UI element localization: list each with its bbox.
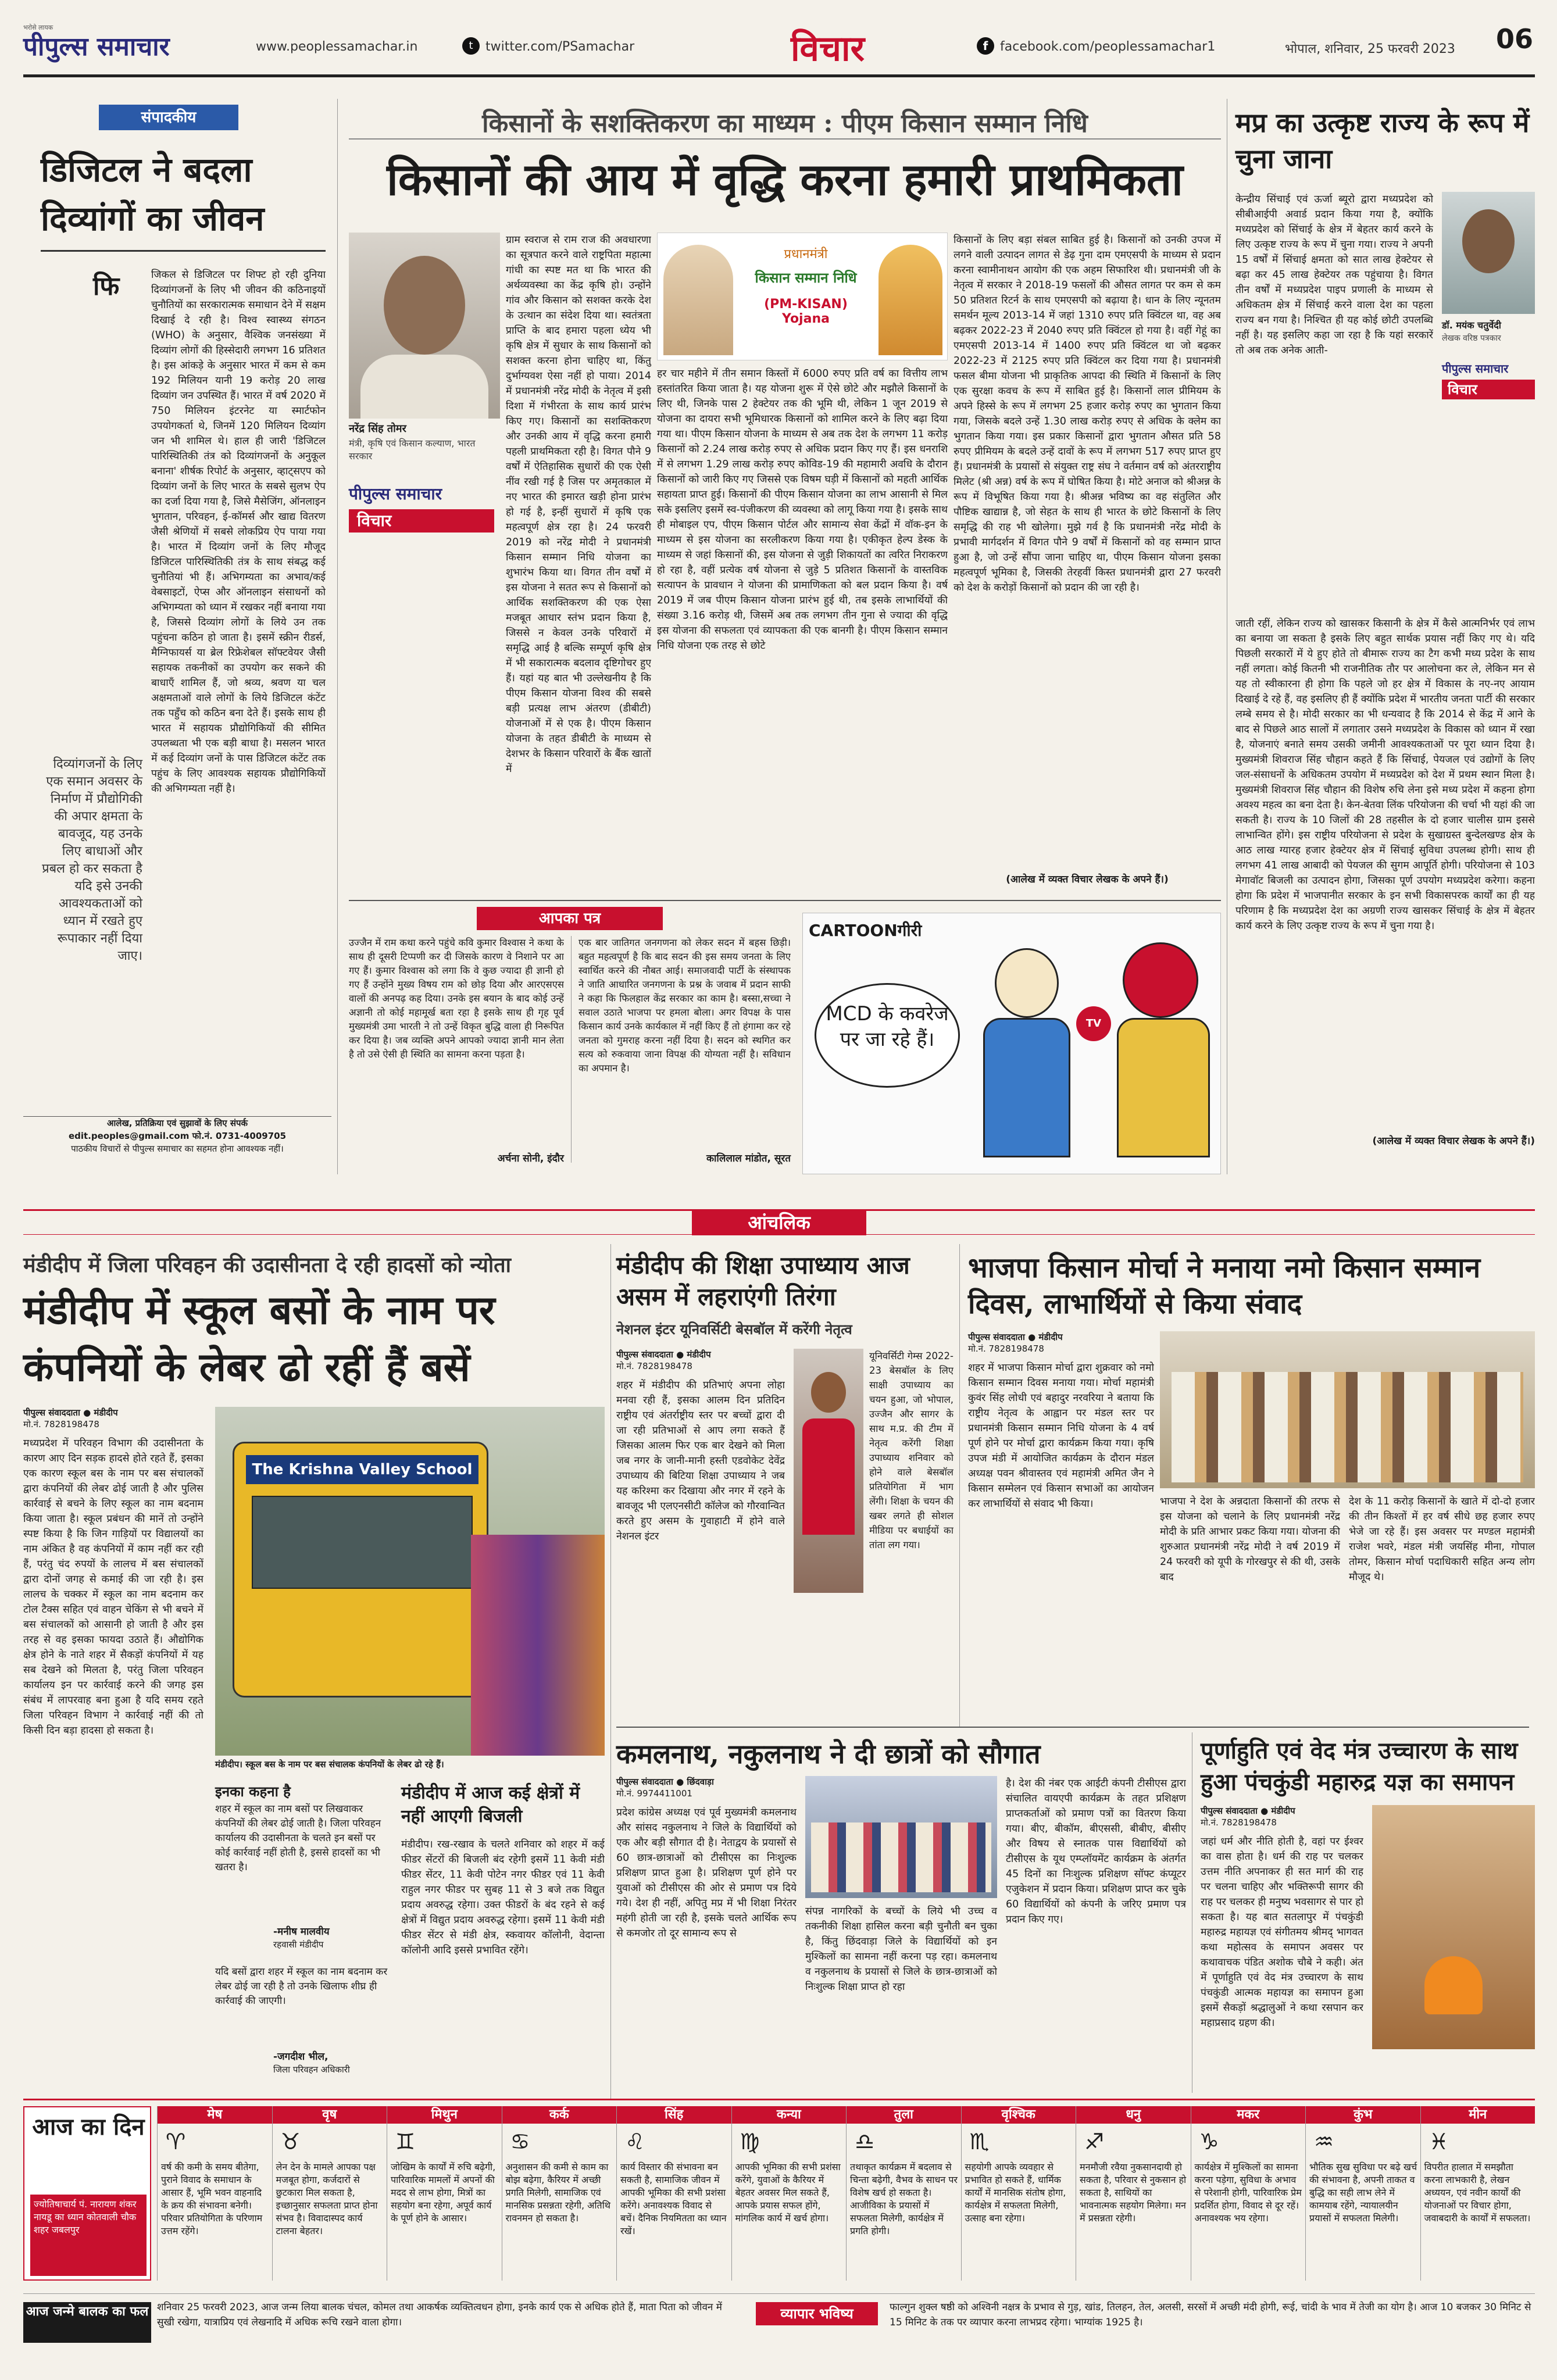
story3-photo <box>794 1349 863 1593</box>
zodiac-sign-name: तुला <box>847 2106 961 2124</box>
zodiac-glyph-icon: ♒ <box>1313 2129 1334 2154</box>
masthead-facebook[interactable]: facebook.com/peoplessamachar1 <box>1000 40 1216 54</box>
birth-label: आज जन्मे बालक का फल <box>23 2302 151 2343</box>
editorial-body: जिकल से डिजिटल पर शिफ्ट हो रही दुनिया दिव्यांगजनों के लिए भी जीवन की कठिनाइयों चुनौतियों का सरकारात्मक समाधान देने में सक्षम दिखाई दे रही है। विश्व स्वास्थ्य संगठन (WHO) के अनुसार, वैश्विक जनसंख्या में दिव्यांग लोगों की हिस्सेदारी लगभग 16 प्रतिशत है। इस आंकड़े के अनुसार भारत में कम से कम 192 मिलियन यानी 19 करोड़ 20 लाख दिव्यांग जन उपस्थित हैं। भारत में वर्ष 2020 में 750 मिलियन इंटरनेट या स्मार्टफोन उपयोगकर्ता थे, जिनमें 120 मिलियन दिव्यांग जन भी शामिल थे। हाल ही जारी 'डिजिटल पारिस्थितिकी तंत्र को दिव्यांगजनों के अनुकूल बनाना' शीर्षक रिपोर्ट के अनुसार, व्हाट्सएप को दिव्यांग जनों के लिए भारत के सबसे सुलभ ऐप का दर्जा दिया गया है, जिसे मैसेजिंग, ऑनलाइन भुगतान, परिवहन, ई-कॉमर्स और खाद्य वितरण जैसी श्रेणियों में सबसे लोकप्रिय ऐप पाया गया है। भारत में दिव्यांग जनों के लिए मौजूद डिजिटल पारिस्थितिकी तंत्र के साथ संबद्ध कई चुनौतियां भी हैं। अभिगम्यता का अभाव/कई वेबसाइटों, ऐप्स और ऑनलाइन संसाधनों को अभिगम्यता को ध्यान में रखकर नहीं बनाया गया है, जिससे दिव्यांग लोगों के लिये उन तक पहुंचना कठिन हो जाता है। इसमें स्क्रीन रीडर्स, मैग्निफायर्स या ब्रेल रिफ्रेशेबल सॉफ्टवेयर जैसी सहायक तकनीकों का उपयोग कर सकने की बाधाएँ शामिल हैं, जो श्रव्य, श्रवण या चल अक्षमताओं वाले लोगों के लिये डिजिटल कंटेंट तक पहुँच को कठिन बना देते हैं। इसके साथ ही भारत में सहायक प्रौद्योगिकियों की सीमित उपलब्धता भी एक बड़ी बाधा है। मसलन भारत में कई दिव्यांग जनों के पास डिजिटल कंटेंट तक पहुंच के लिए आवश्यक सहायक प्रौद्योगिकियों की अभिगम्यता नहीं है। <box>151 269 326 795</box>
zodiac-sign-9 <box>1076 2106 1191 2281</box>
lead-footnote: (आलेख में व्यक्त विचार लेखक के अपने हैं।) <box>1006 874 1169 885</box>
reporter-body <box>983 1018 1070 1157</box>
zodiac-sign-name: मीन <box>1421 2106 1535 2124</box>
story4-body3: देश के 11 करोड़ किसानों के खाते में दो-दो हजार की तीन किश्तों में हर वर्ष सीधे छह हजार रुपए भेजे जा रहे हैं। इस अवसर पर मण्डल महामंत्री राजेश भवरे, मंडल मंत्री जयसिंह मीना, गोपाल तोमर, किसान मोर्चा पदाधिकारी सहित अन्य लोग मौजूद थे। <box>1349 1496 1535 1583</box>
story3-byline-name: पीपुल्स संवाददाता ● मंडीदीप <box>616 1349 711 1360</box>
story1-headline: मंडीदीप में स्कूल बसों के नाम पर कंपनियों के लेबर ढो रहीं हैं बसें <box>23 1287 495 1391</box>
vyapar-label: व्यापार भविष्य <box>756 2302 878 2325</box>
zodiac-forecast: मनमौजी रवैया नुकसानदायी हो सकता है, परिवार से नुकसान हो सकता है, साथियों का भावनात्मक सहयोग मिलेगा। मन में प्रसन्नता रहेगी। <box>1080 2161 1187 2224</box>
bus-windshield <box>252 1496 473 1589</box>
story4-body2: भाजपा ने देश के अन्नदाता किसानों की तरफ से इस योजना को चलाने के लिए प्रधानमंत्री नरेंद्र मोदी के प्रति आभार प्रकट किया गया। योजना की शुरुआत प्रधानमंत्री नरेंद्र मोदी ने वर्ष 2019 में 24 फरवरी को यूपी के गोरखपुर से की थी, उसके बाद <box>1160 1496 1340 1583</box>
story4-byline-phone: मो.नं. 7828198478 <box>968 1343 1044 1354</box>
editorial-label: संपादकीय <box>99 105 238 130</box>
story4-photo <box>1160 1331 1535 1488</box>
aaj-ka-din-title: आज का दिन <box>32 2114 145 2140</box>
right-headline: मप्र का उत्कृष्ट राज्य के रूप में चुना जाना <box>1235 107 1530 174</box>
right-vichar-badge <box>1442 360 1535 419</box>
zodiac-sign-10 <box>1191 2106 1306 2281</box>
banner-pm-figure <box>663 245 733 355</box>
quote1-role: रहवासी मंडीदीप <box>273 1939 324 1950</box>
story3-headline: मंडीदीप की शिक्षा उपाध्याय आज असम में लहराएंगी तिरंगा <box>616 1251 910 1311</box>
story3-body2: यूनिवर्सिटी गेम्स 2022-23 बेसबॉल के लिए साक्षी उपाध्याय का चयन हुआ, जो भोपाल, उज्जैन और सागर के साथ म.प्र. की टीम में नेतृत्व करेंगी शिक्षा उपाध्याय शनिवार को होने वाले बेसबॉल प्रतियोगिता में भाग लेंगी। शिक्षा के चयन की खबर लगते ही सोशल मीडिया पर बधाईयों का तांता लग गया। <box>869 1350 954 1550</box>
quote2-role: जिला परिवहन अधिकारी <box>273 2064 350 2075</box>
lead-kicker: किसानों के सशक्तिकरण का माध्यम : पीएम किसान सम्मान निधि <box>349 105 1221 140</box>
story1-byline-phone: मो.नं. 7828198478 <box>23 1419 99 1430</box>
story4-byline <box>968 1331 1154 1355</box>
zodiac-sign-1 <box>157 2106 272 2281</box>
school-bus <box>233 1442 488 1698</box>
author-photo-body <box>360 355 488 419</box>
letter-2-sign: कालिलाल मांडोत, सूरत <box>706 1153 791 1164</box>
zodiac-glyph-icon: ♐ <box>1084 2129 1105 2154</box>
pm-kisan-banner <box>657 233 948 360</box>
cartoon-cameraman <box>1111 942 1216 1163</box>
anchalik-label: आंचलिक <box>692 1210 866 1235</box>
editorial <box>23 99 331 1227</box>
letters <box>349 907 791 1174</box>
story4-body1: शहर में भाजपा किसान मोर्चा द्वारा शुक्रवार को नमो किसान सम्मान दिवस मनाया गया। मोर्चा महामंत्री कुवंर सिंह लोधी एवं बहादुर नरवरिया ने बताया कि राष्ट्रीय नेतृत्व के आह्वान पर मंडल स्तर पर प्रधानमंत्री किसान सम्मान निधि योजना के 4 वर्ष पूर्ण होने पर मोर्चा द्वारा कार्यक्रम किया गया। कृषि उपज मंडी में आयोजित कार्यक्रम के दौरान मंडल अध्यक्ष पवन श्रीवास्तव एवं महामंत्री अमित जैन ने किसान सम्मेलन एवं किसान सभाओं का आयोजन कर लाभार्थियों से संवाद भी किया। <box>968 1362 1154 1510</box>
story6-byline <box>1201 1805 1363 1828</box>
editorial-footer-line3: पाठकीय विचारों से पीपुल्स समाचार का सहमत होना आवश्यक नहीं। <box>71 1143 284 1154</box>
lead-author-role: मंत्री, कृषि एवं किसान कल्याण, भारत सरकार <box>349 438 476 462</box>
microphone-icon: TV <box>1076 1006 1111 1041</box>
story1-photo <box>215 1407 605 1756</box>
story1-byline-name: पीपुल्स संवाददाता ● मंडीदीप <box>23 1407 118 1418</box>
students-group <box>811 1822 991 1892</box>
letters-divider <box>571 936 572 1163</box>
zodiac-glyph-icon: ♊ <box>395 2129 416 2154</box>
right-author-name: डॉ. मयंक चतुर्वेदी <box>1442 320 1501 331</box>
story1-byline <box>23 1407 209 1430</box>
twitter-icon: t <box>462 37 480 55</box>
zodiac-forecast: भौतिक सुख सुविधा पर बढ़े खर्च की संभावना है, अपनी ताकत व बुद्धि का सही लाभ लेने में कामयाब रहेंगे, न्यायालयीन प्रयासों में सफलता मिलेगी। <box>1309 2161 1417 2224</box>
col-divider-2 <box>610 1244 611 2099</box>
story3-body1: शहर में मंडीदीप की प्रतिभाएं अपना लोहा मनवा रही हैं, इसका आलम दिन प्रतिदिन राष्ट्रीय एवं अंतर्राष्ट्रीय स्तर पर बच्चों द्वारा दी जा रही प्रतिभाओं से आप लगा सकते हैं जिसका आलम फिर एक बार देखने को मिला जब नगर के जानी-मानी हस्ती एडवोकेट देवेंद्र उपाध्याय की बिटिया शिक्षा उपाध्याय ने जब यह करिश्मा कर दिखाया और नगर में रहने के बावजूद भी एलएनसीटी कॉलेज को गौरवान्वित करते हुए असम के गुवाहाटी में होने वाले नेशनल इंटर <box>616 1380 785 1542</box>
editorial-pullquote: दिव्यांगजनों के लिए एक समान अवसर के निर्माण में प्रौद्योगिकी की अपार क्षमता के बावजूद, यह उनके लिए बाधाओं और प्रबल हो कर सकता है यदि इसे उनकी आवश्यकताओं को ध्यान में रखते हुए रूपाकार नहीं दिया जाए। <box>42 757 142 963</box>
masthead-logo-tag: भरोसे लायक <box>23 24 53 31</box>
zodiac-sign-name: कुंभ <box>1306 2106 1420 2124</box>
letter-2: एक बार जातिगत जनगणना को लेकर सदन में बहस छिड़ी। बहुत महत्वपूर्ण है कि बाद सदन की इस समय जनता के लिए स्वार्थित करने की नौबत आई। समाजवादी पार्टी के संस्थापक ने जाति आधारित जनगणना के प्रश्न के जवाब में प्रदान साफी ने कहा कि फिलहाल केंद्र सरकार का काम है। बस्सा,सच्चा ने सवाल उठाते भाजपा पर हमला बोला। अगर विपक्ष के पास किसान कार्य उनके कार्यकाल में नहीं किए हैं तो हंगामा कर रहे जनता को गुमराह करना नहीं दिया है। सदन को स्थगित कर सत्य को रुकवाया जाना विपक्ष की योग्यता नहीं है। सविधान का अपमान है। <box>578 937 791 1074</box>
zodiac-sign-11 <box>1305 2106 1420 2281</box>
zodiac-sign-4 <box>502 2106 617 2281</box>
section-title: विचार <box>791 28 865 69</box>
group-people <box>1172 1372 1523 1482</box>
banner-line3: (PM-KISAN) Yojana <box>764 297 848 326</box>
story4-headline: भाजपा किसान मोर्चा ने मनाया नमो किसान सम्मान दिवस, लाभार्थियों से किया संवाद <box>968 1252 1481 1320</box>
cartoon-bubble: MCD के कवरेज पर जा रहे हैं। <box>815 983 960 1088</box>
aaj-ka-din <box>23 2106 151 2281</box>
zodiac-sign-name: मकर <box>1191 2106 1306 2124</box>
right-vichar-label: विचार <box>1442 380 1535 399</box>
cartoon <box>802 913 1221 1174</box>
quote1-sign: -मनीष मालवीय <box>273 1926 330 1938</box>
story6-body: जहां धर्म और नीति होती है, वहां पर ईश्वर का वास होता है। धर्म की राह पर चलकर उत्तम नीति अपनाकर ही सत मार्ग की राह पर चलना चाहिए और भक्तिरूपी सागर की राह पर चलकर ही मनुष्य भवसागर से पार हो सकता है। यह बात सतलापुर में पंचकुंडी महारुद्र महायज्ञ एवं संगीतमय श्रीमद् भागवत कथा महोत्सव के समापन अवसर पर कथावाचक पंडित अशोक चौबे ने कही। अंत में पूर्णाहुति एवं वेद मंत्र उच्चारण के साथ पंचकुंडी आत्मक महायज्ञ का समापन हुआ इसमें सैकड़ों श्रद्धालुओं ने कथा रसपान कर महाप्रसाद ग्रहण की। <box>1201 1836 1363 2029</box>
story5-body3: है। देश की नंबर एक आईटी कंपनी टीसीएस द्वारा संचालित वायएपी कार्यक्रम के तहत प्रशिक्षण प्राप्तकर्ताओं को प्रमाण पत्रों का वितरण किया गया। बीए, बीकॉम, बीएससी, बीबीए, बीसीए और विषय से स्नातक पास विद्यार्थियों को टीसीएस के यूथ एम्प्लॉयमेंट कार्यक्रम के अंतर्गत 45 दिनों का निःशुल्क प्रशिक्षण सॉफ्ट कंप्यूटर एजुकेशन में प्रदान किया। प्रशिक्षण प्राप्त कर चुके 60 विद्यार्थियों को कंपनी के जरिए प्रमाण पत्र प्रदान किए गए। <box>1006 1778 1186 1925</box>
letter-1: उज्जैन में राम कथा करने पहुंचे कवि कुमार विश्वास ने कथा के साथ ही दूसरी टिप्पणी कर दी जिसके कारण वे निशाने पर आ गए हैं। कुमार विश्वास को लगा कि वे कुछ ज्यादा ही ज्ञानी हो गए हैं उन्होंने मुख्य विषय राम को छोड़ दिया और आरएसएस वालों की अनपढ़ कह दिया। उनके इस बयान के बाद कोई उन्हें अज्ञानी तो कोई महामूर्ख बता रहा है इसके साथ ही गृह पूर्व मुख्यमंत्री उमा भारती ने तो उन्हें विकृत बुद्धि वाला ही निरूपित कर दिया है। जब व्यक्ति अपने आपको ज्यादा ज्ञानी मान लेता है तो उसे ऐसी ही स्थिति का सामना करना पड़ता है। <box>349 937 564 1060</box>
lead-bottom-rule <box>349 900 1221 901</box>
story5-byline-phone: मो.नं. 9974411001 <box>616 1788 692 1799</box>
birth-text: शनिवार 25 फरवरी 2023, आज जन्म लिया बालक चंचल, कोमल तथा आकर्षक व्यक्तित्वधन होगा, इनके कार्य एक से अधिक होते हैं, माता पिता को जीवन में सुखी रखेगा, यात्राप्रिय एवं लेखनादि में अधिक रूचि रखने वाला होगा। <box>157 2302 722 2328</box>
zodiac-forecast: कार्यक्षेत्र में मुश्किलों का सामना करना पड़ेगा, सुविधा के अभाव से परेशानी होगी, पारिवारिक प्रेम प्रदर्शित होगा, विवाद से दूर रहें। अनावश्यक भय रहेगा। <box>1194 2161 1302 2224</box>
bus-sign: The Krishna Valley School <box>246 1455 478 1484</box>
right-intro: केन्द्रीय सिंचाई एवं ऊर्जा ब्यूरो द्वारा मध्यप्रदेश को सीबीआईपी अवार्ड प्रदान किया गया है, क्योंकि मध्यप्रदेश को सिंचाई के क्षेत्र में बेहतर कार्य करने के लिए उत्कृष्ट राज्य के रूप में चुना गया। राज्य ने अपनी 15 वर्षों में सिंचाई क्षमता को सात लाख हेक्टेयर से बढ़ा कर 45 लाख हेक्टेयर तक पहुंचाया है। विगत तीन वर्षों में मध्यप्रदेश पाइप प्रणाली के माध्यम से अधिकतम क्षेत्र में सिंचाई करने वाला देश का पहला राज्य बन गया है। निश्चित ही यह कोई छोटी उपलब्धि नहीं है। यह इसलिए कहा जा रहा है कि यहां सरकारें तो अब तक अनेक आती- <box>1235 194 1433 356</box>
zodiac-sign-6 <box>731 2106 847 2281</box>
workers-crowd <box>471 1535 605 1756</box>
zodiac-sign-name: धनु <box>1076 2106 1191 2124</box>
story5-body2: संपन्न नागरिकों के बच्चों के लिये भी उच्च व तकनीकी शिक्षा हासिल करना बड़ी चुनौती बन चुका है, किंतु छिंदवाड़ा जिले के विद्यार्थियों को इन मुश्किलों का सामना नहीं करना पड़ रहा। कमलनाथ व नकुलनाथ के प्रयासों से जिले के छात्र-छात्राओं को निःशुल्क शिक्षा प्राप्त हो रहा <box>805 1906 997 1993</box>
editorial-footer-line2[interactable]: edit.peoples@gmail.com फो.नं. 0731-4009705 <box>68 1131 287 1141</box>
story4-byline-name: पीपुल्स संवाददाता ● मंडीदीप <box>968 1332 1063 1342</box>
zodiac-sign-5 <box>616 2106 731 2281</box>
zodiac-sign-2 <box>272 2106 387 2281</box>
vichar-badge-logo: पीपुल्स समाचार <box>349 484 442 503</box>
lead-headline: किसानों की आय में वृद्धि करना हमारी प्राथमिकता <box>387 153 1183 205</box>
zodiac-sign-name: कर्क <box>502 2106 617 2124</box>
quote1-text: शहर में स्कूल का नाम बसों पर लिखवाकर कंपनियों की लेबर ढोई जाती है। जिला परिवहन कार्यालय की उदासीनता के चलते इन बसों पर कोई कार्रवाई नहीं होती है, इससे हादसों का भी खतरा है। <box>215 1803 381 1873</box>
masthead <box>23 23 1535 76</box>
cameraman-body <box>1117 1018 1210 1157</box>
cartoon-label: CARTOONगीरी <box>809 921 922 940</box>
story5-headline: कमलनाथ, नकुलनाथ ने दी छात्रों को सौगात <box>616 1738 1041 1770</box>
vyapar-text: फाल्गुन शुक्ल षष्ठी को अश्विनी नक्षत्र के प्रभाव से गुड़, खांड, तिलहन, तेल, अलसी, सरसों में अच्छी मंदी होगी, रूई, चांदी के भाव में तेजी का योग है। आज 10 बजकर 30 मिनिट से 15 मिनिट के तक पर व्यापार करना लाभप्रद रहेगा। भाग्यांक 1925 है। <box>890 2302 1531 2328</box>
zodiac-forecast: सहयोगी आपके व्यवहार से प्रभावित हो सकते हैं, धार्मिक कार्यों में मानसिक संतोष होगा, कार्यक्षेत्र में सफलता मिलेगी, उत्साह बना रहेगा। <box>965 2161 1066 2224</box>
lead-body-col3: किसानों के लिए बड़ा संबल साबित हुई है। किसानों को उनकी उपज में लगने वाली उत्पादन लागत से डेढ़ गुना दाम एमएसपी के माध्यम से प्रदान करना स्वामीनाथन आयोग की एक अहम सिफारिश थी। प्रधानमंत्री जी के नेतृत्व में सरकार ने 2018-19 फसलों की औसत लागत पर कम से कम 50 प्रतिशत रिटर्न के साथ एमएसपी को बढ़ाया है। धान के लिए न्यूनतम समर्थन मूल्य 2013-14 में जहां 1310 रुपए प्रति क्विंटल था, वह अब बढ़कर 2022-23 में 2040 रुपए प्रति क्विंटल हो गया है। वहीं गेहूं का एमएसपी 2013-14 में 1400 रुपए प्रति क्विंटल था जो बढ़कर 2022-23 में 2125 रुपए प्रति क्विंटल कर दिया गया है। प्रधानमंत्री फसल बीमा योजना भी प्राकृतिक आपदा की स्थिति में किसानों के लिए एक सुरक्षा कवच के रूप में साबित हुई है। किसानों लाल प्रीमियम के अपने हिस्से के रूप में लगभग 25 हजार करोड़ रुपए का भुगतान किया गया, जिसके बदले उन्हें 1.30 लाख करोड़ रुपए से अधिक के क्लेम का भुगतान किया गया। इस प्रकार किसानों द्वारा भुगतान औसत प्रति 58 रुपए प्रीमियम के बदले उन्हें दावों के रूप में लगभग 517 रुपए प्राप्त हुए हैं। प्रधानमंत्री के प्रयासों से संयुक्त राष्ट्र संघ ने वर्तमान वर्ष को अंतरराष्ट्रीय मिलेट (श्री अन्न) वर्ष के रूप में घोषित किया है। मोटे अनाज को श्रीअन्न के रूप में विभूषित किया गया है। श्रीअन्न भविष्य का वह संतुलित और पौष्टिक खाद्यान्न है, जो सेहत के साथ ही भारत के छोटे किसानों के लिए समृद्धि की राह भी खोलेगा। मुझे गर्व है कि प्रधानमंत्री नरेंद्र मोदी के प्रभावी मार्गदर्शन में विगत पौने 9 वर्षों में किसानों को वह सम्मान प्राप्त हुआ है, जो उन्हें सौंपा जाना चाहिए था, पीएम किसान योजना इसका महत्वपूर्ण भूमिका है, जिसकी तेरहवीं किस्त प्रधानमंत्री द्वारा 27 फरवरी को देश के करोड़ों किसानों को प्रदान की जा रही है। <box>954 234 1221 594</box>
quote2-sign: -जगदीश भील, <box>273 2051 328 2063</box>
zodiac-forecast: अनुशासन की कमी से काम का बोझ बढ़ेगा, कैरियर में अच्छी प्रगति मिलेगी, सामाजिक एवं मानसिक प्रसन्नता रहेगी, अतिथि रावनमन हो सकता है। <box>505 2161 611 2224</box>
zodiac-sign-name: सिंह <box>617 2106 731 2124</box>
zodiac-glyph-icon: ♏ <box>969 2129 990 2154</box>
editorial-dropcap: फि <box>93 271 120 301</box>
athlete-shirt <box>802 1418 855 1535</box>
masthead-website[interactable]: www.peoplessamachar.in <box>256 40 418 54</box>
story6-byline-phone: मो.नं. 7828198478 <box>1201 1817 1277 1828</box>
story3-byline-phone: मो.नं. 7828198478 <box>616 1361 692 1371</box>
zodiac-sign-3 <box>387 2106 502 2281</box>
col-divider-3 <box>959 1244 960 1727</box>
letter-1-sign: अर्चना सोनी, इंदौर <box>497 1153 564 1164</box>
right-author-face <box>1462 209 1515 273</box>
quote2-text: यदि बसों द्वारा शहर में स्कूल का नाम बदनाम कर लेबर ढोई जा रही है तो उनके खिलाफ शीघ्र ही कार्रवाई की जाएगी। <box>215 1966 388 2007</box>
horoscope-band <box>23 2099 1535 2285</box>
quote-label: इनका कहना है <box>215 1784 291 1800</box>
zodiac-grid <box>157 2106 1535 2281</box>
zodiac-forecast: जोखिम के कार्यों में रुचि बढ़ेगी, पारिवारिक मामलों में अपनों की मदद से लाभ होगा, मित्रों का सहयोग बना रहेगा, अपूर्व कार्य के पूर्ण होने के आसार। <box>391 2161 496 2224</box>
banner-line1: प्रधानमंत्री <box>784 247 828 262</box>
athlete-face <box>811 1372 846 1413</box>
editorial-footer-line1: आलेख, प्रतिक्रिया एवं सुझावों के लिए संपर्क <box>106 1118 248 1128</box>
zodiac-sign-name: मेष <box>158 2106 272 2124</box>
cameraman-helmet <box>1123 942 1198 1018</box>
story6-photo <box>1372 1805 1535 2049</box>
story5-photo <box>805 1776 997 1898</box>
footer-strip <box>23 2293 1535 2357</box>
story2-body: मंडीदीप। रख-रखाव के चलते शनिवार को शहर में कई फीडर सेंटरों की बिजली बंद रहेगी इसमें 11 केवी मंडी फीडर सेंटर, 11 केवी पोटेन नगर फीडर एवं 11 केवी राहुल नगर फीडर पर सुबह 11 से 3 बजे तक विद्युत प्रदाय अवरुद्ध रहेगा। उक्त फीडरों के बंद रहने से कई क्षेत्रों में विद्युत प्रदाय अवरुद्ध रहेगा। इसमें 11 केवी मंडी फीडर सेंटर से मंडी क्षेत्र, स्कवायर कॉलोनी, वेदान्ता कॉलोनी आदि इससे प्रभावित रहेंगे। <box>401 1839 605 1956</box>
reporter-head <box>995 948 1059 1018</box>
zodiac-glyph-icon: ♌ <box>624 2129 645 2154</box>
right-body: जाती रहीं, लेकिन राज्य को खासकर किसानी के क्षेत्र में कैसे आत्मनिर्भर एवं लाभ का बनाया जा सकता है इसके लिए बहुत सार्थक प्रयास नहीं किए गए थे। यदि पिछली सरकारों में ये हुए होते तो बीमारू राज्य का टैग कभी मध्य प्रदेश के साथ नहीं लगता। कोई कितनी भी राजनीतिक तौर पर आलोचना कर ले, लेकिन मन से यह तो स्वीकारना ही होगा कि पहले जो हर क्षेत्र में विकास के नए-नए आयाम दिखाई दे रहे हैं, वह इसलिए ही हैं क्योंकि प्रदेश में भारतीय जनता पार्टी की सरकार लम्बे समय से है। मोदी सरकार का भी धन्यवाद है कि 2014 से केंद्र में आने के बाद से पिछले आठ सालों में लगातार उसने मध्यप्रदेश के विकास को ध्यान में रखा है, योजनाएं बनाते समय उसकी जमीनी आवश्यकताओं पर पूरा ध्यान दिया है। मुख्यमंत्री शिवराज सिंह चौहान कहते हैं कि सिंचाई, पेयजल एवं उद्योगों के लिए जल-संसाधनों के अधिकतम उपयोग में मध्यप्रदेश को देश में प्रथम स्थान मिला है। मुख्यमंत्री शिवराज सिंह चौहान की विशेष रुचि लेना इसे मध्य प्रदेश में कहना होगा अवश्य महत्व का बना देता है। केन-बेतवा लिंक परियोजना की चर्चा भी यहां की जा सकती है। राज्य के 10 जिलों की 28 तहसील के दो हजार चालीस ग्राम इससे लाभान्वित होंगे। इस राष्ट्रीय परियोजना से प्रदेश के सुखाग्रस्त बुन्देलखण्ड क्षेत्र के आठ लाख ग्यारह हजार हेक्टेयर क्षेत्र में सिंचाई सुविधा उपलब्ध होगी। साथ ही लगभग 41 लाख आबादी को पेयजल की सुगम आपूर्ति होगी। परियोजना से 103 मेगावॉट बिजली का उत्पादन होगा, जिसका पूर्ण उपयोग मध्यप्रदेश करेगा। कहना होगा कि प्रदेश में भाजपानीत सरकार के इन सभी विकासपरक कार्यों का ही यह परिणाम है कि मध्यप्रदेश देश का अग्रणी राज्य खासकर सिंचाई के क्षेत्र में बेहतर कार्य करने के लिए उत्कृष्ट राज्य के रूप में चुना गया है। <box>1235 618 1535 932</box>
story5-byline-name: पीपुल्स संवाददाता ● छिंदवाड़ा <box>616 1777 714 1787</box>
right-author-photo <box>1442 192 1535 314</box>
zodiac-glyph-icon: ♎ <box>854 2129 875 2154</box>
zodiac-glyph-icon: ♉ <box>280 2129 301 2154</box>
story3-byline <box>616 1349 785 1372</box>
zodiac-forecast: आपकी भूमिका की सभी प्रशंसा करेंगे, युवाओं के कैरियर में बेहतर अवसर मिल सकते हैं, आपके प्रयास सफल होंगे, मांगलिक कार्य में खर्च होगा। <box>735 2161 841 2224</box>
right-footnote: (आलेख में व्यक्त विचार लेखक के अपने हैं।) <box>1372 1135 1535 1147</box>
editorial-footer <box>23 1116 331 1168</box>
zodiac-sign-7 <box>846 2106 961 2281</box>
zodiac-forecast: वर्ष की कमी के समय बीतेगा, पुराने विवाद के समाधान के आसार हैं, भूमि भवन वाहनादि के क्रय की संभावना बनेगी। परिवार प्रतियोगिता के परिणाम उत्तम रहेंगे। <box>161 2161 263 2236</box>
masthead-date: भोपाल, शनिवार, 25 फरवरी 2023 <box>1285 42 1455 56</box>
facebook-icon: f <box>977 37 994 55</box>
aaj-ka-din-sub: ज्योतिषाचार्य पं. नारायण शंकर नायडू का ध्यान कोतवाली चौक शहर जबलपुर <box>30 2195 147 2276</box>
story3-bottom-rule <box>616 1727 1529 1728</box>
story6-headline: पूर्णाहुति एवं वेद मंत्र उच्चारण के साथ हुआ पंचकुंडी महारुद्र यज्ञ का समापन <box>1201 1737 1518 1796</box>
zodiac-sign-name: वृश्चिक <box>962 2106 1076 2124</box>
zodiac-glyph-icon: ♓ <box>1429 2129 1449 2154</box>
zodiac-forecast: विपरीत हालात में समझौता करना लाभकारी है, लेखन अध्ययन, एवं नवीन कार्यों की योजनाओं पर विचार होगा, जवाबदारी के कार्यों में सफलता। <box>1424 2161 1531 2224</box>
zodiac-sign-name: मिथुन <box>387 2106 502 2124</box>
story6-byline-name: पीपुल्स संवाददाता ● मंडीदीप <box>1201 1806 1295 1816</box>
page-number: 06 <box>1495 23 1533 55</box>
story3-sub: नेशनल इंटर यूनिवर्सिटी बेसबॉल में करेंगी नेतृत्व <box>616 1321 852 1338</box>
story2-headline: मंडीदीप में आज कई क्षेत्रों में नहीं आएगी बिजली <box>401 1783 580 1827</box>
zodiac-glyph-icon: ♈ <box>165 2129 186 2154</box>
author-photo-face <box>384 256 465 355</box>
right-author-role: लेखक वरिष्ठ पत्रकार <box>1442 334 1501 343</box>
anchalik-band <box>23 1209 1535 1235</box>
lead-body-col1: ग्राम स्वराज से राम राज की अवधारणा का सूत्रपात करने वाले राष्ट्रपिता महात्मा गांधी का स्पष्ट मत था कि भारत की अर्थव्यवस्था का केंद्र कृषि हो। उन्होंने गांव और किसान को सशक्त करके देश के उत्थान का संदेश दिया था। स्वतंत्रता प्राप्ति के बाद हमारा पहला ध्येय भी कृषि क्षेत्र में सुधार के साथ किसानों को सशक्त करना होना चाहिए था, किंतु दुर्भाग्यवश ऐसा नहीं हो पाया। 2014 में प्रधानमंत्री नरेंद्र मोदी के नेतृत्व में इसी दिशा में गंभीरता के साथ कार्य प्रारंभ किए गए। किसानों का सशक्तिकरण और उनकी आय में वृद्धि करना हमारी पहली प्राथमिकता रही है। विगत पौने 9 वर्षों में ऐतिहासिक सुधारों की एक ऐसी नींव रखी गई है जिस पर अमृतकाल में नए भारत की इमारत खड़ी होना प्रारंभ हो गई है, इन्हीं सुधारों में कृषि एक महत्वपूर्ण क्षेत्र रहा है। 24 फरवरी 2019 को नरेंद्र मोदी ने प्रधानमंत्री किसान सम्मान निधि योजना का शुभारंभ किया था। विगत तीन वर्षों में इस योजना ने सतत रूप से किसानों को आर्थिक सशक्तिकरण की एक ऐसा मजबूत आधार स्तंभ प्रदान किया है, जिससे न केवल उनके परिवारों में समृद्धि आई है बल्कि सम्पूर्ण कृषि क्षेत्र में भी सकारात्मक बदलाव दृष्टिगोचर हुए हैं। यहां यह बात भी उल्लेखनीय है कि पीएम किसान योजना विश्व की सबसे बड़ी प्रत्यक्ष लाभ अंतरण (डीबीटी) योजनाओं में से एक है। पीएम किसान योजना के तहत डीबीटी के माध्यम से देशभर के किसान परिवारों के बैंक खातों में <box>506 234 651 775</box>
story1-body: मध्यप्रदेश में परिवहन विभाग की उदासीनता के कारण आए दिन सड़क हादसे होते रहते हैं, इसका एक कारण स्कूल बस के नाम पर बस संचालकों द्वारा कंपनियों की लेबर ढोई जाती है और पुलिस कार्रवाई से बचने के लिए स्कूल का नाम बदनाम किया जाता है। स्कूल प्रबंधन की मानें तो उन्होंने स्पष्ट किया है कि जिन गाड़ियों पर विद्यालयों का नाम अंकित है वह कंपनियों में काम नहीं कर रही हैं, परंतु चंद रुपयों के लालच में बस संचालकों द्वारा दोनों जगह से कमाई की जा रही है। इस लालच के चक्कर में स्कूल का नाम बदनाम कर टोल टैक्स सहित एवं वाहन चेकिंग से भी बचने में बस संचालकों को आसानी हो जाती है और इस तरह से वह इसका फायदा उठाते हैं। औद्योगिक क्षेत्र होने के नाते शहर में सैकड़ों कंपनियों में यह सब देखने को मिलता है, परंतु जिला परिवहन कार्यालय इन पर कार्रवाई करने की जगह इस संबंध में लापरवाह बना हुआ है यदि समय रहते जिला परिवहन विभाग ने कार्रवाई नहीं की तो किसी दिन बड़ा हादसा हो सकता है। <box>23 1438 203 1736</box>
story5-body1: प्रदेश कांग्रेस अध्यक्ष एवं पूर्व मुख्यमंत्री कमलनाथ और सांसद नकुलनाथ ने जिले के विद्यार्थियों को एक और बड़ी सौगात दी है। नेताद्वय के प्रयासों से 60 छात्र-छात्राओं को टीसीएस का निःशुल्क प्रशिक्षण प्राप्त हुआ है। प्रशिक्षण पूर्ण होने पर युवाओं को टीसीएस की ओर से प्रमाण पत्र दिये गये। देश ही नहीं, अपितु मप्र में भी शिक्षा निरंतर महंगी होती जा रही है, इसके चलते आर्थिक रूप से कमजोर तो दूर सामान्य रूप से <box>616 1807 797 1939</box>
vichar-badge <box>349 483 494 546</box>
banner-line2: किसान सम्मान निधि <box>755 270 857 286</box>
zodiac-forecast: लेन देन के मामले आपका पक्ष मजबूत होगा, कर्जदारों से छुटकारा मिल सकता है, इच्छानुसार सफलता प्राप्त होना संभव है। विवादास्पद कार्य टालना बेहतर। <box>276 2161 378 2236</box>
zodiac-glyph-icon: ♑ <box>1199 2129 1219 2154</box>
lead-author-name: नरेंद्र सिंह तोमर <box>349 423 406 435</box>
letters-title: आपका पत्र <box>477 907 663 930</box>
zodiac-sign-name: वृष <box>273 2106 387 2124</box>
zodiac-sign-12 <box>1420 2106 1535 2281</box>
masthead-twitter[interactable]: twitter.com/PSamachar <box>485 40 635 54</box>
story5-byline <box>616 1776 797 1799</box>
editorial-title-rule <box>41 250 326 252</box>
yagya-fire <box>1424 1956 1483 2014</box>
zodiac-sign-8 <box>961 2106 1076 2281</box>
zodiac-sign-name: कन्या <box>732 2106 847 2124</box>
zodiac-forecast: कार्य विस्तार की संभावना बन सकती है, सामाजिक जीवन में आपकी भूमिका की सभी प्रशंसा करेंगे। अनावश्यक विवाद से बचें। दैनिक नियमितता का ध्यान रखें। <box>620 2161 727 2236</box>
story1-caption: मंडीदीप। स्कूल बस के नाम पर बस संचालक कंपनियों के लेबर ढो रहे हैं। <box>215 1759 444 1770</box>
right-vichar-logo: पीपुल्स समाचार <box>1442 362 1509 376</box>
cartoon-reporter <box>977 948 1076 1163</box>
zodiac-glyph-icon: ♋ <box>510 2129 530 2154</box>
author-photo <box>349 233 500 419</box>
banner-farmer-figure <box>879 245 942 355</box>
column-divider <box>337 99 338 1174</box>
masthead-logo: पीपुल्स समाचार <box>23 32 170 62</box>
vichar-badge-label: विचार <box>349 509 494 533</box>
masthead-rule <box>23 74 1535 77</box>
zodiac-glyph-icon: ♍ <box>740 2129 760 2154</box>
zodiac-forecast: तथाकृत कार्यक्रम में बदलाव से चिन्ता बढ़ेगी, वैभव के साधन पर विशेष खर्च हो सकता है। आजीविका के प्रयासों में सफलता मिलेगी, कार्यक्षेत्र में प्रगति होगी। <box>850 2161 958 2236</box>
lead-body-col2: हर चार महीने में तीन समान किस्तों में 6000 रुपए प्रति वर्ष का वित्तीय लाभ हस्तांतरित किया जाता है। यह योजना शुरू में ऐसे छोटे और मझौले किसानों के लिए थी, जिनके पास 2 हेक्टेयर तक की भूमि थी, लेकिन 1 जून 2019 से योजना का दायरा सभी भूमिधारक किसानों को शामिल करने के लिए बढ़ा दिया गया था। पीएम किसान योजना के माध्यम से अब तक देश के लगभग 11 करोड़ किसानों को 2.24 लाख करोड़ रुपए से अधिक प्रदान किए गए हैं। इस धनराशि में से लगभग 1.29 लाख करोड़ रुपए कोविड-19 की महामारी अवधि के दौरान किसानों को जारी किए गए जिससे एक विषम घड़ी में किसानों को महती आर्थिक सहायता प्राप्त हुई। किसानों की पीएम किसान योजना का लाभ आसानी से मिल सके इसलिए इसमें स्व-पंजीकरण की व्यवस्था को लागू किया गया है। इसके साथ ही मोबाइल एप, पीएम किसान पोर्टल और सामान्य सेवा केंद्रों में वॉक-इन के माध्यम से इस योजना का सरलीकरण किया गया है। एकीकृत हेल्प डेस्क के माध्यम से जहां किसानों की, इस योजना से जुड़ी शिकायतों का त्वरित निराकरण हो रहा है, वहीं प्रत्येक वर्ष योजना से जुड़े 5 प्रतिशत किसानों के वास्तविक सत्यापन के प्रावधान ने योजना की प्रामाणिकता को बल प्रदान किया है। वर्ष 2019 में जब पीएम किसान योजना प्रारंभ हुई थी, तब इसके लाभार्थियों की संख्या 3.16 करोड़ थी, जिसमें अब तक लगभग तीन गुना से ज्यादा की वृद्धि इस योजना की सफलता एवं व्यापकता की एक बानगी है। पीएम किसान सम्मान निधि योजना एक तरह से छोटे <box>657 368 948 652</box>
editorial-title: डिजिटल ने बदला दिव्यांगों का जीवन <box>41 150 265 238</box>
story1-kicker: मंडीदीप में जिला परिवहन की उदासीनता दे रही हादसों को न्योता <box>23 1253 511 1277</box>
